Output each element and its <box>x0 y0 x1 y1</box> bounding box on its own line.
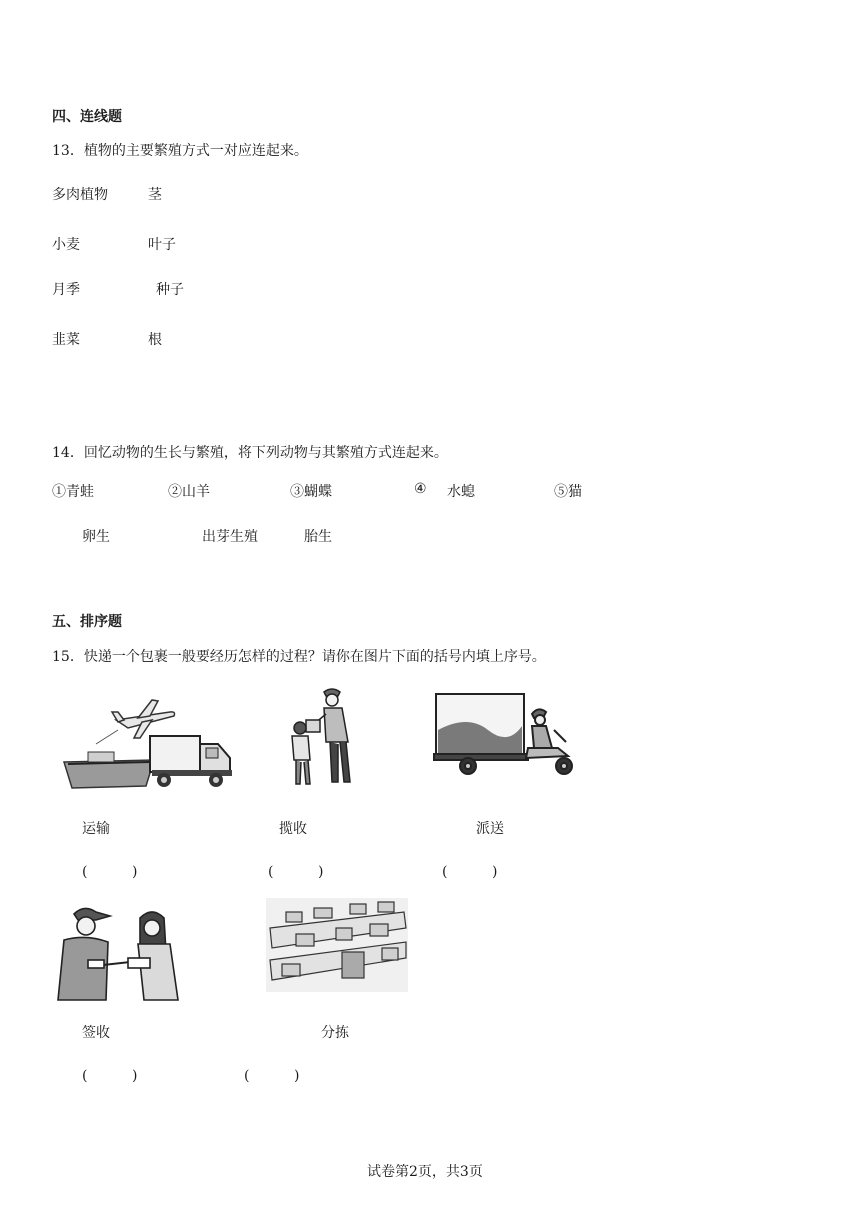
answer-blank[interactable]: ( ) <box>268 864 324 880</box>
q13-left-item: 小麦 <box>52 237 80 253</box>
q14-animal: ②山羊 <box>168 484 210 500</box>
section5-heading: 五、排序题 <box>52 614 122 630</box>
pickup-illustration <box>282 684 362 792</box>
q13-prompt: 13．植物的主要繁殖方式一对应连起来。 <box>52 143 308 159</box>
sorting-illustration <box>266 898 408 992</box>
q13-left-item: 月季 <box>52 282 80 298</box>
q15-item-label: 分拣 <box>321 1025 349 1041</box>
q13-right-item: 叶子 <box>148 237 176 253</box>
q14-method: 胎生 <box>304 529 332 545</box>
q14-method: 出芽生殖 <box>202 529 258 545</box>
q15-item-label: 派送 <box>476 821 504 837</box>
q13-right-item: 茎 <box>148 187 162 203</box>
answer-blank[interactable]: ( ) <box>82 864 138 880</box>
page-number: 试卷第2页，共3页 <box>367 1164 483 1180</box>
q15-item-label: 揽收 <box>279 821 307 837</box>
q15-item-label: 运输 <box>82 821 110 837</box>
q14-animal: ⑤猫 <box>554 484 582 500</box>
q13-left-item: 韭菜 <box>52 332 80 348</box>
q13-left-item: 多肉植物 <box>52 187 108 203</box>
delivery-illustration <box>428 686 578 778</box>
q14-animal: ③蝴蝶 <box>290 484 332 500</box>
q13-right-item: 种子 <box>156 282 184 298</box>
q15-prompt: 15．快递一个包裹一般要经历怎样的过程？请你在图片下面的括号内填上序号。 <box>52 649 546 665</box>
q14-prompt: 14．回忆动物的生长与繁殖，将下列动物与其繁殖方式连起来。 <box>52 445 448 461</box>
answer-blank[interactable]: ( ) <box>82 1068 138 1084</box>
section4-heading: 四、连线题 <box>52 109 122 125</box>
transport-illustration <box>58 686 236 798</box>
q14-method: 卵生 <box>82 529 110 545</box>
q14-animal: 水螅 <box>447 484 475 500</box>
answer-blank[interactable]: ( ) <box>244 1068 300 1084</box>
q13-right-item: 根 <box>148 332 162 348</box>
q15-item-label: 签收 <box>82 1025 110 1041</box>
q14-animal: ①青蛙 <box>52 484 94 500</box>
answer-blank[interactable]: ( ) <box>442 864 498 880</box>
signing-illustration <box>52 900 190 1004</box>
q14-animal: ④ <box>414 481 427 497</box>
